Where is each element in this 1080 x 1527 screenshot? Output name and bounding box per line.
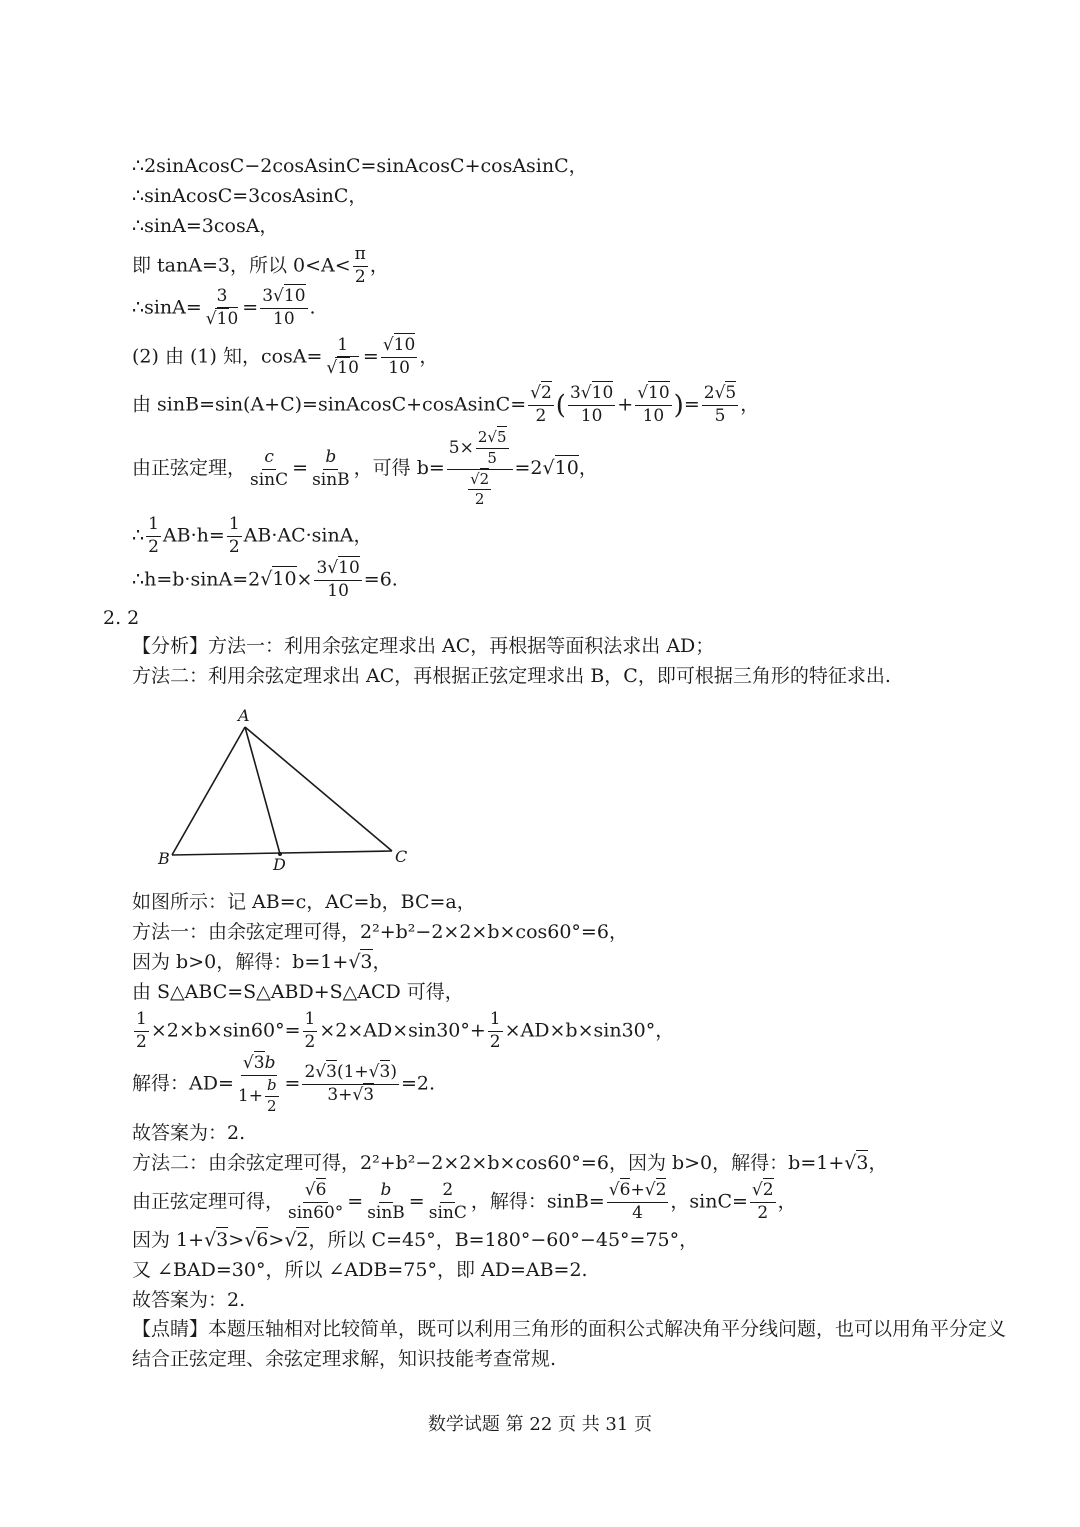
fraction <box>607 1182 669 1223</box>
comment-line-1: 【点睛】本题压轴相对比较简单，既可以利用三角形的面积公式解决角平分线问题，也可以用角平分定义 <box>132 1318 1007 1340</box>
numerator: 1 <box>488 1011 503 1032</box>
text: 解得：AD= <box>132 1072 234 1095</box>
denominator: 10 <box>580 405 603 426</box>
triangle-figure <box>150 700 420 880</box>
numerator: 2 <box>440 1182 455 1203</box>
numerator: c <box>262 449 276 470</box>
text: 因为 1+ <box>132 1229 205 1251</box>
numerator: 3√ 10 <box>314 560 361 581</box>
text: ，解得：sinB= <box>470 1190 605 1213</box>
numerator: √ 10 <box>635 385 671 406</box>
text: 因为 b>0，解得：b=1+ <box>132 951 349 973</box>
text: ， <box>777 1190 797 1213</box>
denominator: √ $\frac{2}{2}$ <box>464 470 495 509</box>
sqrt: √ 6 <box>244 1227 268 1251</box>
fraction <box>227 516 242 557</box>
denominator: 2 <box>148 536 159 557</box>
text: ， <box>419 345 439 368</box>
text: ，可得 b= <box>353 457 445 479</box>
numerator: 2√ 5 <box>702 385 739 406</box>
solution-line-5: ∴sinA= 3 √ 10 = $\frac{3√ 10}{10}$ . <box>132 288 316 329</box>
sqrt: √ 3 <box>348 949 372 973</box>
solution-line-8: 由正弦定理， $\frac{c}{\sin C}$ = $\frac{b}{\sin B}$ ，可得 b= 5× $\frac{2√ 5}{5}$ √ $\frac{2}{2}$ =2√ 10， <box>132 430 598 508</box>
text: =2. <box>400 1072 436 1095</box>
numerator: √ 3b <box>241 1055 278 1076</box>
text: ∴ <box>132 524 145 547</box>
numerator: 1 <box>227 516 242 537</box>
numerator: 1 <box>303 1011 318 1032</box>
sqrt: √ 10 <box>543 455 579 479</box>
page-footer: 数学试题 第 22 页 共 31 页 <box>427 1414 653 1435</box>
numerator: √ 10 <box>381 337 417 358</box>
text: ， <box>369 254 389 277</box>
method-line-7: 故答案为：2. <box>132 1122 246 1144</box>
denominator: 1+ $\frac{b}{2}$ <box>237 1075 277 1115</box>
comment-line-2: 结合正弦定理、余弦定理求解，知识技能考查常规. <box>132 1348 557 1370</box>
text: 由 sinB=sin(A+C)=sinAcosC+cosAsinC= <box>132 393 527 416</box>
numerator: √ 6+√ 2 <box>607 1182 669 1203</box>
denominator: sinB <box>312 469 350 490</box>
numerator: √ 2 <box>528 385 554 406</box>
fraction <box>236 1055 283 1114</box>
sqrt: √ 2 <box>284 1227 308 1251</box>
text: ， <box>740 393 760 416</box>
fraction <box>353 246 368 287</box>
sqrt: √ 3 <box>844 1150 868 1174</box>
denominator: 10 <box>642 405 665 426</box>
denominator: sinB <box>367 1202 405 1223</box>
method-line-11: 又 ∠BAD=30°，所以 ∠ADB=75°，即 AD=AB=2. <box>132 1259 588 1281</box>
text: 由正弦定理， <box>132 457 247 479</box>
numerator: √ 2 <box>750 1182 776 1203</box>
method-line-5 <box>132 1011 674 1052</box>
solution-line-7: 由 sinB=sin(A+C)=sinAcosC+cosAsinC= √ $\frac{2}{2}$ ( $\frac{3√ 10}{10}$ + √ $\frac{10}{10}$ )= $\frac{2√ 5}{5}$ ， <box>132 385 759 426</box>
text: ∴h=b·sinA=2 <box>132 568 261 591</box>
fraction <box>568 385 615 426</box>
fraction <box>324 337 360 378</box>
sqrt: √ 10 <box>260 566 296 590</box>
fraction <box>427 1182 469 1223</box>
fraction <box>204 288 240 329</box>
denominator: 2 <box>354 266 366 287</box>
numerator: √ 6 <box>303 1182 329 1203</box>
denominator: 4 <box>632 1202 643 1223</box>
text: AB·h= <box>162 524 225 547</box>
denominator: 2 <box>304 1031 316 1052</box>
method-line-4: 由 S△ABC=S△ABD+S△ACD 可得， <box>132 981 464 1003</box>
text: ∴sinA= <box>132 296 202 319</box>
text: ，所以 C=45°，B=180°−60°−45°=75°， <box>308 1229 699 1251</box>
text: AB·AC·sinA， <box>243 524 373 547</box>
text: ×2×b×sin60°= <box>150 1019 301 1042</box>
numerator: 3√ 10 <box>568 385 615 406</box>
method-line-12: 故答案为：2. <box>132 1289 246 1311</box>
analysis-line-1: 【分析】方法一：利用余弦定理求出 AC，再根据等面积法求出 AD； <box>132 635 715 657</box>
text: 由正弦定理可得， <box>132 1190 285 1213</box>
numerator: b <box>379 1182 394 1203</box>
text: ×AD×b×sin30°， <box>504 1019 675 1042</box>
denominator: sinC <box>250 469 289 490</box>
fraction <box>303 1011 318 1052</box>
complex-fraction <box>447 430 513 508</box>
text: (2) 由 (1) 知，cosA= <box>132 345 323 368</box>
vertex-b-label: B <box>158 849 170 868</box>
solution-line-9 <box>132 516 372 557</box>
text: . <box>309 296 316 319</box>
fraction <box>286 1182 345 1223</box>
fraction <box>381 337 417 378</box>
fraction <box>248 446 290 490</box>
denominator: 2 <box>136 1031 147 1052</box>
method-line-8 <box>132 1154 887 1173</box>
sqrt: √ 3 <box>204 1227 228 1251</box>
denominator: 2 <box>757 1202 769 1223</box>
text: × <box>296 568 313 591</box>
denominator: 10 <box>273 308 295 329</box>
fraction <box>314 560 361 601</box>
numerator: 2√ 3(1+√ 3) <box>302 1064 399 1085</box>
fraction <box>750 1182 776 1223</box>
method-line-10 <box>132 1231 698 1250</box>
fraction <box>528 385 554 426</box>
text: ，sinC= <box>670 1190 748 1213</box>
method-line-1: 如图所示：记 AB=c，AC=b，BC=a， <box>132 891 476 913</box>
solution-line-2: ∴sinAcosC=3cosAsinC， <box>132 185 368 207</box>
denominator: 5 <box>714 405 726 426</box>
solution-line-3: ∴sinA=3cosA， <box>132 215 279 237</box>
solution-line-4 <box>132 246 389 287</box>
method-line-2: 方法一：由余弦定理可得，2²+b²−2×2×b×cos60°=6， <box>132 921 628 943</box>
denominator: 3+√ 3 <box>325 1085 376 1105</box>
denominator: 2 <box>535 405 547 426</box>
numerator: 3√ 10 <box>260 288 307 309</box>
text: 即 tanA=3，所以 0<A< <box>132 254 351 277</box>
denominator: 10 <box>388 357 410 378</box>
text: =6. <box>363 568 398 591</box>
method-line-6: 解得：AD= √ 3b 1+ $\frac{b}{2}$ = $\frac{2√ 3(1+√ 3)}{3+√ 3}$ =2. <box>132 1055 435 1114</box>
denominator: √ 10 <box>324 358 360 378</box>
text: > <box>228 1229 245 1251</box>
numerator: 1 <box>335 337 350 358</box>
fraction <box>302 1064 399 1105</box>
text: =2 <box>514 457 543 479</box>
numerator: π <box>353 246 368 267</box>
denominator: sinC <box>428 1202 467 1223</box>
denominator: √ 10 <box>204 309 240 329</box>
fraction <box>702 385 739 426</box>
text: ×2×AD×sin30°+ <box>319 1019 486 1042</box>
text: ， <box>372 951 392 973</box>
fraction <box>635 385 671 426</box>
denominator: 2 <box>228 536 240 557</box>
numerator: 1 <box>134 1011 149 1032</box>
fraction <box>365 1182 407 1223</box>
numerator: 1 <box>146 516 161 537</box>
numerator: 5× $\frac{2√ 5}{5}$ <box>447 430 513 470</box>
analysis-line-2: 方法二：利用余弦定理求出 AC，再根据正弦定理求出 B，C，即可根据三角形的特征求出. <box>132 665 891 687</box>
text: ， <box>578 457 598 479</box>
fraction <box>134 1011 149 1052</box>
numerator: 3 <box>215 288 230 309</box>
denominator: 2 <box>489 1031 501 1052</box>
denominator: 10 <box>327 580 349 601</box>
text: 方法二：由余弦定理可得，2²+b²−2×2×b×cos60°=6，因为 b>0，解得：b=1+ <box>132 1152 845 1174</box>
vertex-a-label: A <box>238 706 250 725</box>
numerator: b <box>323 449 338 470</box>
solution-line-6: (2) 由 (1) 知，cosA= 1 √ 10 = √ $\frac{10}{10}$ ， <box>132 337 438 378</box>
fraction <box>488 1011 503 1052</box>
text: ， <box>868 1152 888 1174</box>
fraction <box>310 446 352 490</box>
solution-line-10 <box>132 560 398 601</box>
question-number: 2. 2 <box>103 607 140 629</box>
fraction <box>146 516 161 557</box>
point-d-label: D <box>273 855 286 874</box>
vertex-c-label: C <box>395 847 408 866</box>
fraction <box>260 288 307 329</box>
method-line-9: 由正弦定理可得， √ $\frac{6}{\sin 60^\circ}$ = $\frac{b}{\sin B}$ = $\frac{2}{\sin C}$ ，解得：sinB= √ $\frac{6+√ 2}{4}$ ，sinC= √ $\frac{2}{2}$ ， <box>132 1182 797 1223</box>
method-line-3 <box>132 953 392 972</box>
text: > <box>268 1229 285 1251</box>
solution-line-1: ∴2sinAcosC−2cosAsinC=sinAcosC+cosAsinC， <box>132 155 588 177</box>
denominator: sin60° <box>288 1202 344 1223</box>
